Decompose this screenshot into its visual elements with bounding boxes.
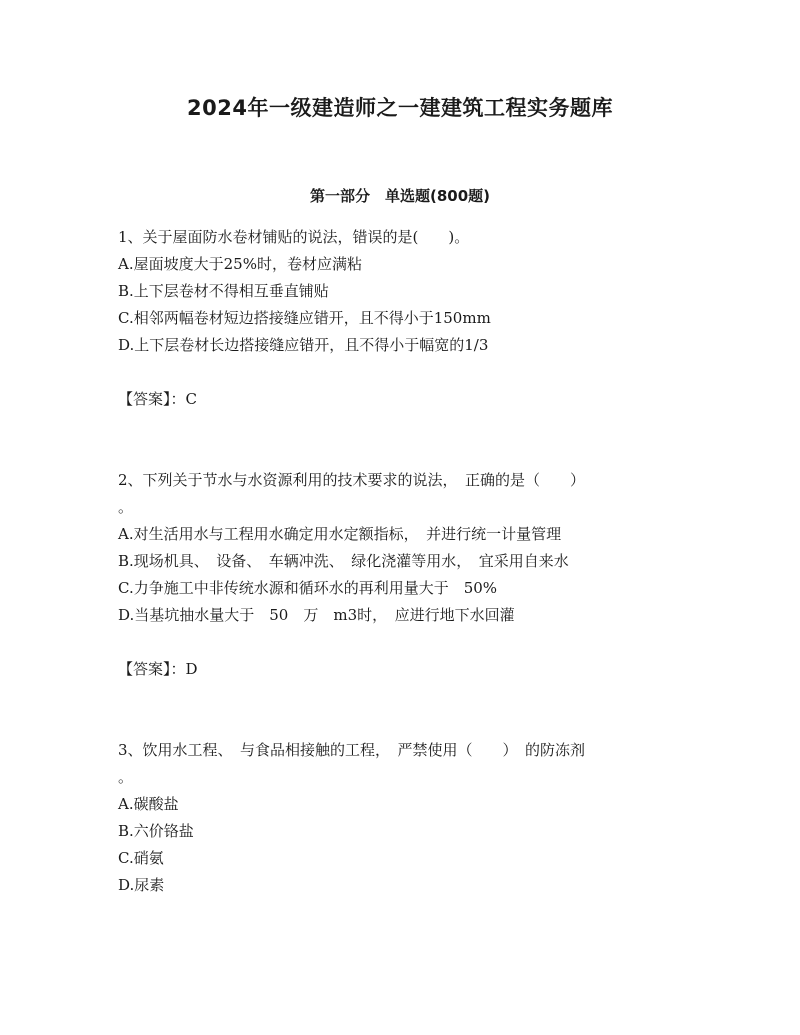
- question-stem: 3、饮用水工程、 与食品相接触的工程， 严禁使用（ ） 的防冻剂: [118, 741, 586, 759]
- option-b: B.上下层卷材不得相互垂直铺贴: [118, 282, 329, 300]
- option-d: D.当基坑抽水量大于 50 万 m3时， 应进行地下水回灌: [118, 606, 515, 624]
- question-stem: 1、关于屋面防水卷材铺贴的说法，错误的是( )。: [118, 228, 470, 246]
- option-a: A.屋面坡度大于25%时，卷材应满粘: [118, 255, 362, 273]
- option-d: D.尿素: [118, 876, 165, 894]
- section-title: 第一部分 单选题(800题): [309, 187, 491, 205]
- option-c: C.力争施工中非传统水源和循环水的再利用量大于 50%: [118, 579, 498, 597]
- question-stem-continuation: 。: [118, 768, 134, 786]
- option-b: B.六价铬盐: [118, 822, 194, 840]
- question-stem: 2、下列关于节水与水资源利用的技术要求的说法， 正确的是（ ）: [118, 471, 586, 489]
- document-title: 2024年一级建造师之一建建筑工程实务题库: [187, 96, 613, 120]
- question-1: [118, 224, 688, 413]
- option-b: B.现场机具、 设备、 车辆冲洗、 绿化浇灌等用水， 宜采用自来水: [118, 552, 569, 570]
- option-a: A.碳酸盐: [118, 795, 179, 813]
- option-c: C.硝氨: [118, 849, 164, 867]
- option-c: C.相邻两幅卷材短边搭接缝应错开，且不得小于150mm: [118, 309, 491, 327]
- answer: 【答案】：D: [118, 660, 198, 678]
- question-2: [118, 467, 688, 683]
- question-list: [118, 224, 688, 899]
- question-stem-continuation: 。: [118, 498, 134, 516]
- question-3: [118, 737, 688, 899]
- option-d: D.上下层卷材长边搭接缝应错开，且不得小于幅宽的1/3: [118, 336, 489, 354]
- option-a: A.对生活用水与工程用水确定用水定额指标， 并进行统一计量管理: [118, 525, 562, 543]
- answer: 【答案】：C: [118, 390, 197, 408]
